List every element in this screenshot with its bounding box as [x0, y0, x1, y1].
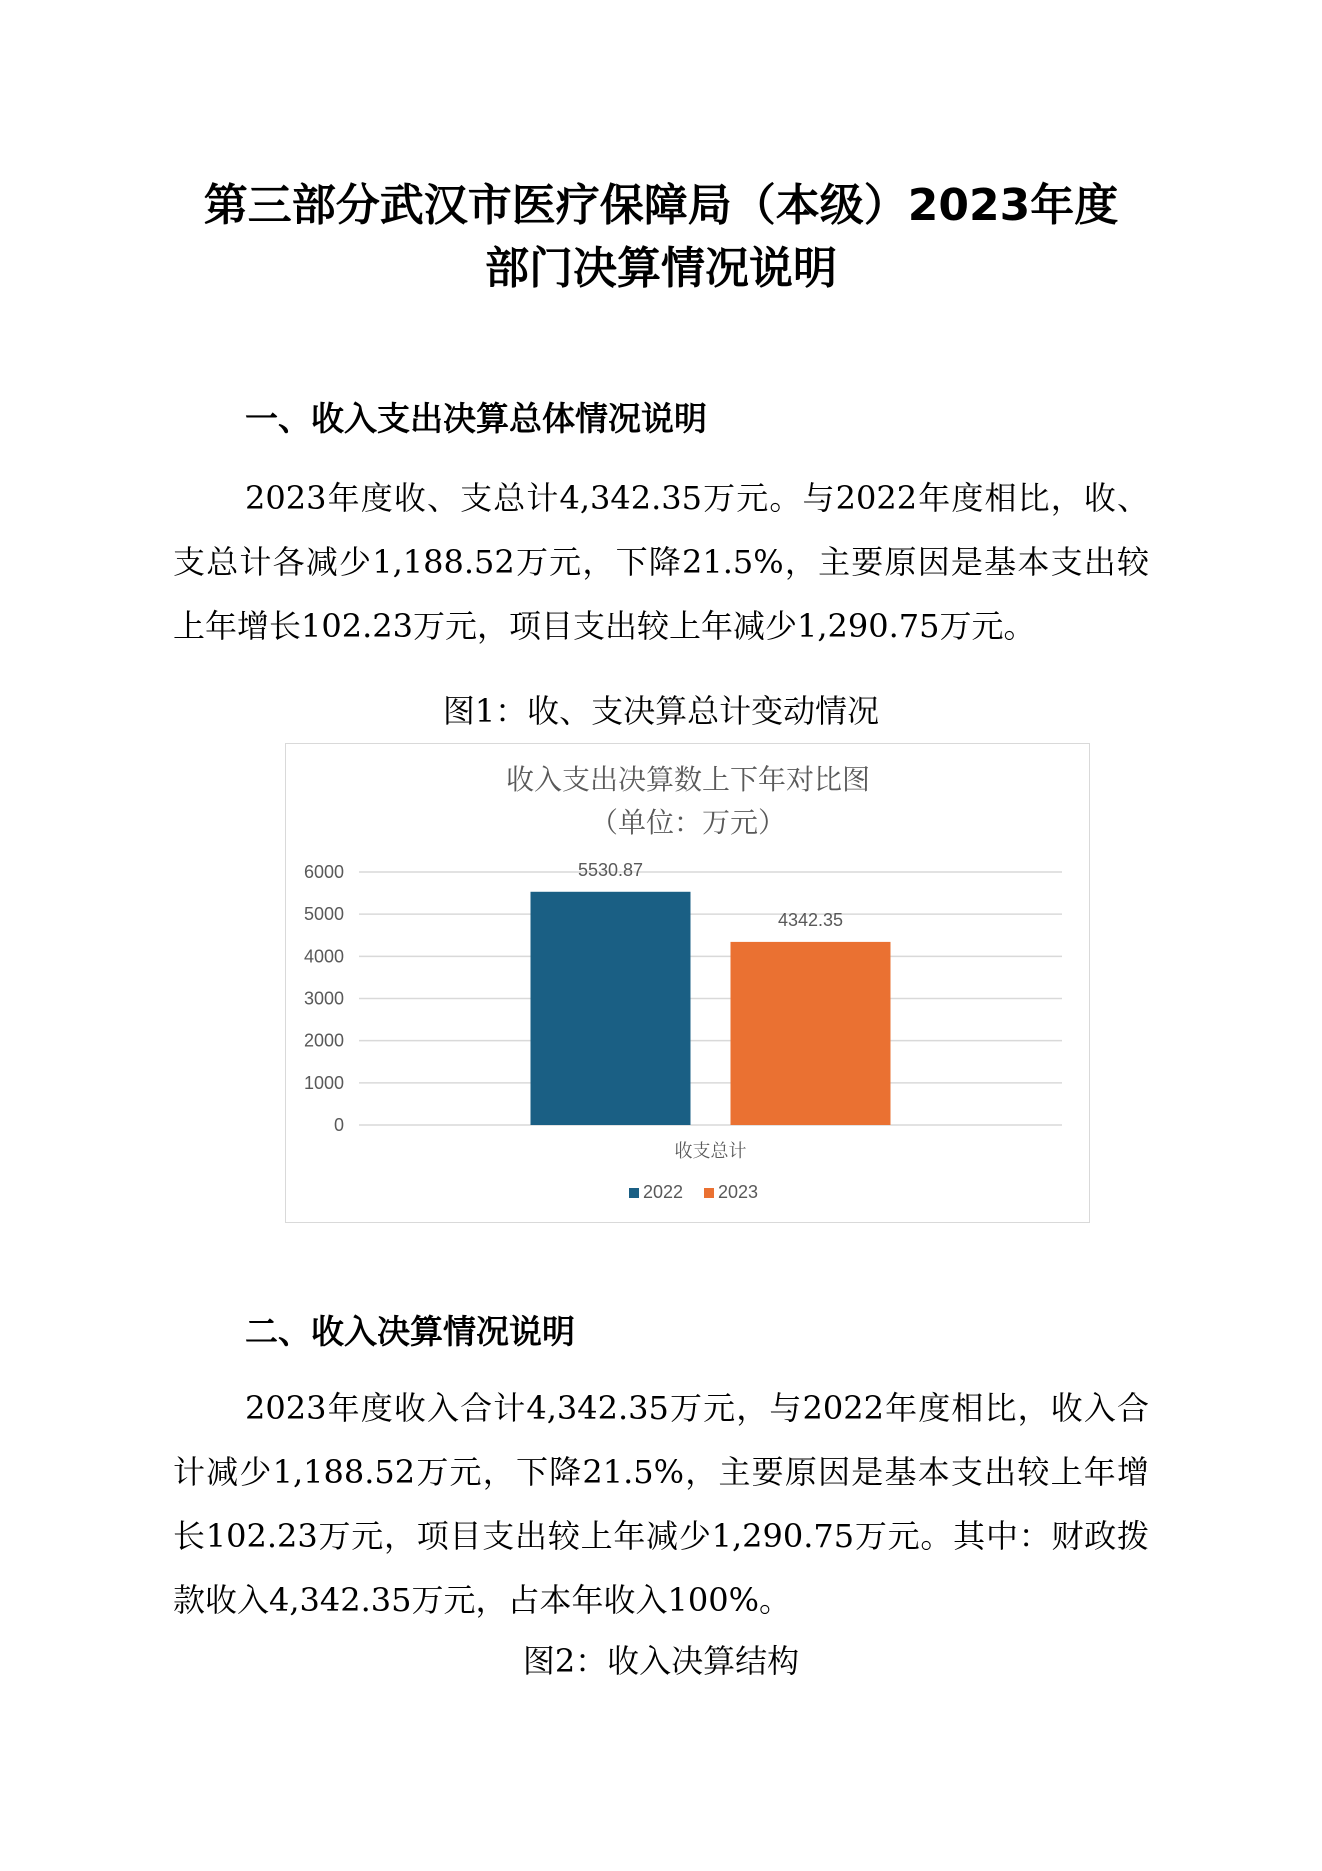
y-tick-label: 3000: [303, 988, 344, 1009]
x-tick-label: 收支总计: [674, 1141, 747, 1161]
section2-heading: 二、收入决算情况说明: [245, 1312, 575, 1351]
chart-subtitle: （单位：万元）: [589, 807, 787, 838]
bar-2022: [531, 892, 691, 1125]
y-tick-label: 1000: [303, 1072, 344, 1093]
y-tick-label: 4000: [303, 946, 344, 967]
figure1-caption: 图1：收、支决算总计变动情况: [442, 692, 880, 730]
data-label-2022: 5530.87: [577, 859, 644, 880]
page-title-line2: 部门决算情况说明: [485, 243, 837, 294]
bar-chart-svg: [286, 744, 1091, 1224]
section2-paragraph: 2023年度收入合计4,342.35万元，与2022年度相比，收入合计减少1,188.52万元，下降21.5%，主要原因是基本支出较上年增长102.23万元，项目支出较上年减少1,290.75万元。其中：财政拨款收入4,342.35万元，占本年收入100%。: [173, 1389, 1149, 1619]
bar-2023: [731, 942, 891, 1125]
y-tick-label: 0: [333, 1115, 344, 1135]
page-title-line1: 第三部分武汉市医疗保障局（本级）2023年度: [203, 180, 1119, 231]
legend-label-2022: 2022: [643, 1182, 684, 1202]
y-tick-label: 5000: [303, 904, 344, 925]
section1-heading: 一、收入支出决算总体情况说明: [245, 399, 707, 438]
legend-label-2023: 2023: [718, 1182, 759, 1202]
legend-swatch-2023: [704, 1188, 714, 1198]
data-label-2023: 4342.35: [777, 909, 844, 930]
chart-legend: [629, 1182, 758, 1202]
y-tick-label: 2000: [303, 1030, 344, 1051]
y-tick-label: 6000: [303, 862, 344, 882]
section1-paragraph: 2023年度收、支总计4,342.35万元。与2022年度相比，收、支总计各减少1,188.52万元，下降21.5%，主要原因是基本支出较上年增长102.23万元，项目支出较上年减少1,290.75万元。: [173, 479, 1149, 645]
figure2-caption: 图2：收入决算结构: [522, 1642, 800, 1680]
bar-chart: [285, 743, 1090, 1223]
legend-swatch-2022: [629, 1188, 639, 1198]
chart-title: 收入支出决算数上下年对比图: [505, 764, 871, 795]
